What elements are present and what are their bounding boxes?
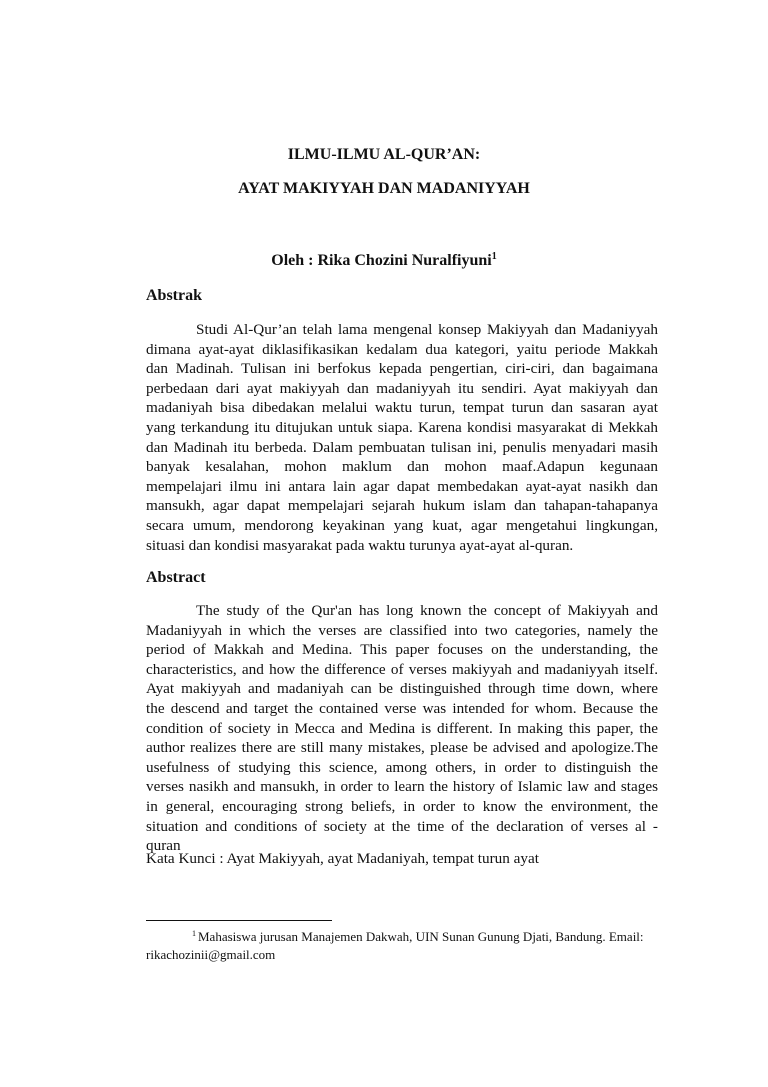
abstract-line: period of Makkah and Medina. This paper focuses on the understanding, the	[146, 641, 658, 659]
keywords: Kata Kunci : Ayat Makiyyah, ayat Madaniyah, tempat turun ayat	[146, 850, 539, 867]
author-name: Oleh : Rika Chozini Nuralfiyuni	[271, 252, 492, 269]
abstrak-line: situasi dan kondisi masyarakat pada waktu turunya ayat-ayat al-quran.	[146, 536, 574, 554]
abstract-line: author realizes there are still many mistakes, please be advised and apologize.The	[146, 739, 658, 757]
abstrak-line: mansukh, agar dapat mempelajari sejarah hukum islam dan tahapan-tahapanya	[146, 497, 658, 515]
abstrak-line: secara umum, mendorong keyakinan yang kuat, agar mengetahui lingkungan,	[146, 516, 658, 534]
footnote-email: rikachozinii@gmail.com	[146, 947, 276, 962]
abstract-line: The study of the Qur'an has long known the concept of Makiyyah and	[196, 602, 658, 619]
abstrak-paragraph	[146, 320, 658, 555]
footnote	[146, 928, 658, 964]
footnote-mark: 1	[192, 929, 196, 938]
abstract-line: Madaniyyah in which the verses are classified into two categories, namely the	[146, 621, 658, 639]
abstrak-heading: Abstrak	[146, 287, 203, 304]
abstrak-line: dimana ayat-ayat diklasifikasikan kedalam dua kategori, yaitu periode Makkah	[146, 340, 658, 358]
abstract-line: verses nasikh and mansukh, in order to learn the history of Islamic law and stages	[146, 778, 658, 796]
abstract-line: condition of society in Mecca and Medina is different. In making this paper, the	[146, 719, 658, 737]
abstract-paragraph	[146, 601, 658, 856]
abstrak-line: banyak kesalahan, mohon maklum dan mohon maaf.Adapun kegunaan	[146, 458, 658, 476]
footnote-divider	[146, 920, 332, 921]
author-line	[0, 252, 768, 270]
abstrak-line: mempelajari ilmu ini antara lain agar dapat membedakan ayat-ayat nasikh dan	[146, 477, 658, 495]
abstrak-line: perbedaan dari ayat makiyyah dan madaniyyah itu sendiri. Ayat makiyyah dan	[146, 379, 658, 397]
abstract-heading: Abstract	[146, 569, 206, 586]
abstract-line: characteristics, and how the difference of verses makiyyah and madaniyyah itself.	[146, 660, 658, 678]
abstract-line: situation and conditions of society at the time of the declaration of verses al -	[146, 817, 658, 835]
abstrak-line: dan Madinah. Tulisan ini berfokus kepada pengertian, ciri-ciri, dan bagaimana	[146, 360, 658, 378]
abstract-line: usefulness of studying this science, among others, in order to distinguish the	[146, 758, 658, 776]
abstract-line: the descend and target the contained verse was intended for whom. Because the	[146, 699, 658, 717]
footnote-affiliation: Mahasiswa jurusan Manajemen Dakwah, UIN Sunan Gunung Djati, Bandung. Email:	[198, 929, 644, 944]
abstrak-line: dan Madinah itu berbeda. Dalam pembuatan tulisan ini, penulis menyadari masih	[146, 438, 658, 456]
abstrak-line: yang terkandung itu ditujukan untuk siapa. Karena kondisi masyarakat di Mekkah	[146, 418, 658, 436]
footnote-line-1	[146, 928, 658, 946]
abstract-line: Ayat makiyyah and madaniyah can be distinguished through time down, where	[146, 680, 658, 698]
abstrak-line: madaniyah bisa dibedakan melalui waktu turun, tempat turun dan sasaran ayat	[146, 399, 658, 417]
abstrak-line: Studi Al-Qur’an telah lama mengenal konsep Makiyyah dan Madaniyyah	[196, 321, 658, 338]
title-line-1: ILMU-ILMU AL-QUR’AN:	[287, 146, 481, 163]
abstract-line: quran	[146, 837, 181, 855]
author-footnote-mark: 1	[491, 251, 497, 262]
abstract-line: in general, encouraging strong beliefs, in order to know the environment, the	[146, 797, 658, 815]
title-line-2: AYAT MAKIYYAH DAN MADANIYYAH	[238, 180, 530, 197]
